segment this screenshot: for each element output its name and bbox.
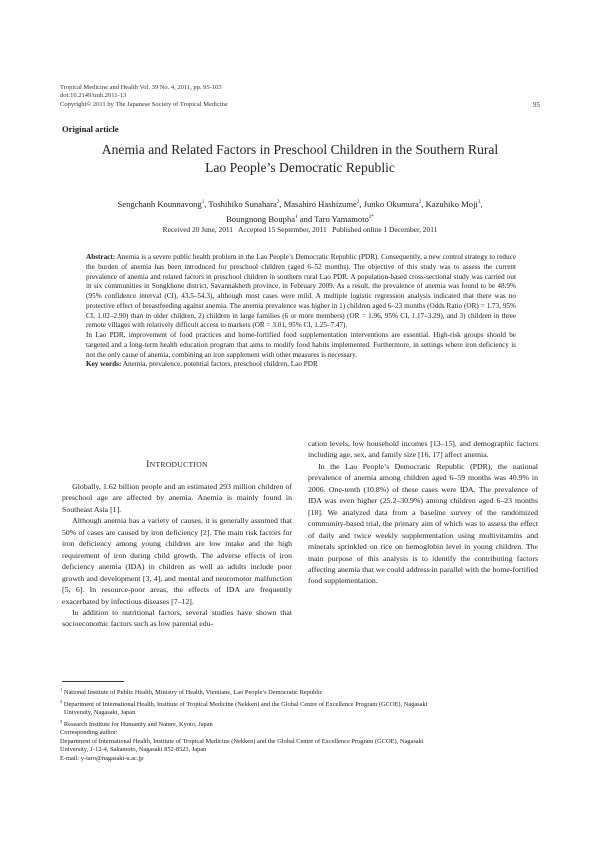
abstract-paragraph-2: In Lao PDR, improvement of food practices and home-fortified food supplementation interventions are essential. High-risk groups should be targeted and a long-term health education program that aims to modify food habits implemented. Furthermore, in settings where iron deficiency is not the only cause of anemia, combining an iron supplement with other measures is necessary. [86, 331, 516, 359]
keywords-text: Anemia, prevalence, potential factors, preschool children, Lao PDR [122, 360, 318, 369]
author-affiliation: 1 [201, 200, 205, 205]
corresponding-email: E-mail: y-taro@nagasaki-u.ac.jp [60, 754, 144, 762]
author-affiliation: 1 [295, 215, 298, 220]
keywords-label: Key words: [86, 360, 122, 369]
author-affiliation: 2 [418, 200, 422, 205]
corresponding-author-label: Corresponding author: [60, 729, 118, 736]
right-column [308, 438, 538, 587]
footnote-marker: 1 [60, 687, 63, 692]
author-line-2 [60, 211, 540, 226]
author-name: Junko Okumura [363, 199, 419, 209]
body-paragraph-continuation: cation levels, low household incomes [13–15], and demographic factors including age, sex, and family size [16, 17] affect anemia. [308, 439, 538, 460]
author-affiliation: 2 [276, 200, 280, 205]
abstract-label: Abstract: [86, 253, 116, 261]
footnote-2 [60, 698, 540, 710]
keywords [86, 360, 516, 370]
received-dates: Received 20 June, 2011 Accepted 15 September, 2011 Published online 1 December, 2011 [162, 225, 438, 234]
section-heading-introduction [62, 459, 292, 470]
corresponding-address-1: Department of International Health, Institute of Tropical Medicine (Nekken) and the Global Centre of Excellence Program (GCOE), Nagasaki [60, 737, 424, 745]
author-name: Toshihiko Sunahara [208, 199, 277, 209]
title-line-1: Anemia and Related Factors in Preschool Children in the Southern Rural [101, 142, 499, 157]
body-paragraph: In the Lao People’s Democratic Republic (PDR), the national prevalence of anemia among children aged 6–59 months was 40.9% in 2006. One-tenth (10.8%) of these cases were IDA. The prevalence of IDA was even higher (25.2–30.9%) among children aged 6–23 months [18]. We analyzed data from a baseline survey of the randomized community-based trial, the primary aim of which was to assess the effect of daily and twice weekly supplementation using multivitamins and minerals sprinkled on rice on hemoglobin level in young children. The main purpose of this analysis is to identify the contributing factors affecting anemia that we could address in parallel with the home-fortified food supplementation. [308, 461, 538, 586]
heading-rest: NTRODUCTION [149, 460, 208, 469]
author-line-1: Sengchanh Kounnavong$^1$, Toshihiko Sunahara$^2$, Masahiro Hashizume$^2$, Junko Okumura$^2$, Kazuhiko Moji$^3$, [117, 199, 483, 209]
author-affiliation: 2* [368, 215, 374, 220]
author-list [60, 196, 540, 226]
author-name: Masahiro Hashizume [283, 199, 357, 209]
copyright: Copyright© 2011 by The Japanese Society of Tropical Medicine [60, 100, 228, 108]
abstract [86, 253, 516, 370]
and-word: and [299, 214, 313, 224]
footnote-text: Research Institute for Humanity and Nature, Kyoto, Japan [63, 720, 213, 728]
journal-citation: Tropical Medicine and Health Vol. 39 No. 4, 2011, pp. 95-103 [60, 84, 222, 91]
author-name: Boungnong Boupha [226, 214, 296, 224]
abstract-paragraph-1 [86, 253, 516, 331]
title-line-2: Lao People’s Democratic Republic [205, 160, 395, 175]
corresponding-address-2: University, 1-12-4, Sakamoto, Nagasaki 852-8523, Japan [60, 746, 207, 753]
doi: doi:10.2149/tmh.2011-13 [60, 92, 127, 100]
footnote-text: Department of International Health, Institute of Tropical Medicine (Nekken) and the Global Centre of Excellence Program (GCOE), Nagasaki [63, 700, 428, 708]
abstract-text-1: Anemia is a severe public health problem in the Lao People’s Democratic Republic (PDR). Consequently, a new control strategy to reduce the burden of anemia has been introduced for preschool children (aged 6–52 months). The objective of this study was to assess the current prevalence of anemia and related factors in preschool children in southern rural Lao PDR. A population-based cross-sectional study was carried out in six communities in Songkhone district, Savannakheth province, in February 2009. As a result, the prevalence of anemia was found to be 48.9% (95% confidence interval (CI), 43.5–54.3), although most cases were mild. A multiple logistic regression analysis indicated that there was no protective effect of breastfeeding against anemia. The anemia prevalence was higher in 1) children aged 6–23 months (Odds Ratio (OR) = 1.73, 95% CI, 1.02–2.90) than in older children, 2) children in large families (6 or more members) (OR = 1.96, 95% CI, 1.17–3.29), and 3) children in three remote villages with relatively difficult access to markets (OR = 3.01, 95% CI, 1.25–7.47). [86, 253, 517, 330]
body-paragraph: Although anemia has a variety of causes, it is generally assumed that 50% of cases are caused by iron deficiency [2]. The main risk factors for iron deficiency among young children are low intake and the high requirement of iron during child growth. The adverse effects of iron deficiency anemia (IDA) in children as well as adults include poor growth and development [3, 4], and mental and neuromotor malfunction [5, 6]. In resource-poor areas, the effects of IDA are frequently exacerbated by infectious diseases [7–12]. [62, 516, 292, 606]
author-affiliation: 2 [356, 200, 360, 205]
footnote-rule [62, 681, 124, 682]
footnote-text: National Institute of Public Health, Ministry of Health, Vientiane, Lao People’s Democratic Republic [63, 689, 323, 696]
footnote-3 [60, 718, 540, 730]
footnote-marker: 3 [60, 718, 63, 724]
author-affiliation: 3 [477, 200, 481, 205]
author-name: Taro Yamamoto [314, 214, 369, 224]
left-column [62, 481, 292, 630]
body-paragraph: In addition to nutritional factors, several studies have shown that socioeconomic factors such as low parental edu- [62, 607, 292, 629]
author-name: Kazuhiko Moji [425, 199, 478, 209]
heading-initial: I [146, 459, 150, 470]
article-type: Original article [62, 124, 119, 134]
author-name: Sengchanh Kounnavong [117, 199, 202, 209]
footnotes [60, 686, 540, 763]
footnote-1 [60, 686, 540, 698]
journal-header [60, 84, 228, 109]
article-title [60, 141, 540, 177]
page-number: 95 [533, 101, 540, 109]
footnote-2-cont: University, Nagasaki, Japan [64, 709, 136, 716]
footnote-marker: 2 [60, 698, 63, 704]
body-paragraph: Globally, 1.62 billion people and an estimated 293 million children of preschool age are affected by anemia. Anemia is mainly found in Southeast Asia [1]. [62, 482, 292, 514]
